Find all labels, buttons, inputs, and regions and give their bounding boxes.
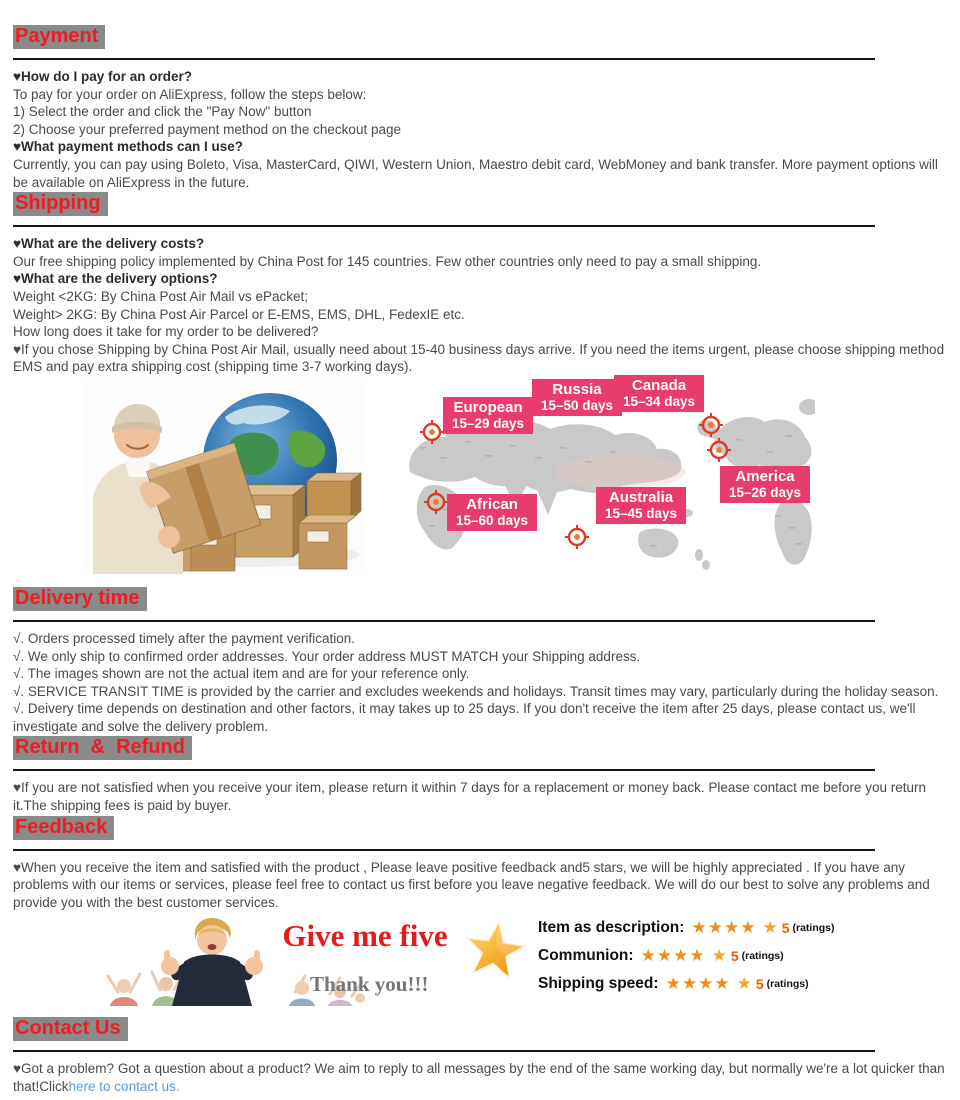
text-line: √. Deivery time depends on destination and other factors, it may takes up to 25 days. If you don't receive the item after 25 days, please contact us, we'll investigate and solve the delivery problem. (13, 701, 916, 734)
region-name: African (466, 495, 518, 513)
region-name: Australia (608, 488, 674, 506)
text-line: Weight> 2KG: By China Post Air Parcel or E-EMS, EMS, DHL, FedexIE etc. (13, 306, 465, 322)
contact-us-link[interactable]: here to contact us. (68, 1079, 180, 1095)
rating-row (538, 973, 834, 994)
map-label-canada (614, 375, 704, 412)
give-me-five-headline: Give me five (282, 918, 448, 954)
contact-body: ♥Got a problem? Got a question about a product? We aim to reply to all messages by the end of the same working day, but normally we're a lot quicker than that!Click (13, 1061, 945, 1095)
payment-text (13, 68, 945, 191)
shipping-text (13, 235, 945, 376)
divider (13, 769, 875, 771)
text-line: Weight <2KG: By China Post Air Mail vs ePacket; (13, 288, 309, 304)
map-label-australia (596, 487, 686, 524)
text-line: ♥What are the delivery costs? (13, 236, 205, 252)
star-icon: ★ (681, 974, 698, 994)
region-name: America (735, 467, 795, 485)
text-line: √. SERVICE TRANSIT TIME is provided by the carrier and excludes weekends and holidays. Transit times may vary, particularly during the holiday season. (13, 683, 939, 699)
star-icon: ★ (656, 946, 673, 966)
map-label-african (447, 494, 537, 531)
text-line: 2) Choose your preferred payment method on the checkout page (13, 121, 401, 137)
rating-label: Communion: (538, 946, 634, 964)
section-return-refund (13, 735, 945, 814)
region-name: European (453, 398, 523, 416)
rating-rows (538, 917, 834, 1001)
divider (13, 58, 875, 60)
star-icon: ★ (736, 974, 752, 994)
star-icon: ★ (762, 918, 778, 938)
section-payment (13, 24, 945, 191)
shipping-title: Shipping (13, 192, 108, 216)
star-icon: ★ (673, 946, 689, 966)
section-delivery-time (13, 586, 945, 736)
star-icon: ★ (689, 946, 705, 966)
section-shipping (13, 191, 945, 576)
text-line: How long does it take for my order to be delivered? (13, 324, 319, 340)
region-days: 15–34 days (623, 393, 696, 409)
rating-suffix: (ratings) (741, 949, 784, 962)
thank-you-text: Thank you!!! (310, 972, 429, 997)
contact-us-title: Contact Us (13, 1017, 128, 1041)
text-line: Our free shipping policy implemented by China Post for 145 countries. Few other countries only need to pay a small shipping. (13, 253, 762, 269)
section-feedback (13, 815, 945, 1010)
star-icon: ★ (698, 974, 714, 994)
contact-text (13, 1060, 945, 1095)
text-line: ♥When you receive the item and satisfied with the product , Please leave positive feedback and5 stars, we will be highly appreciated . If you have any problems with our items or services, please feel free to contact us first before you leave negative feedback. We will do our best to solve any problems and provide you with the best customer services. (13, 859, 930, 910)
region-days: 15–26 days (729, 484, 802, 500)
rating-suffix: (ratings) (792, 921, 835, 934)
star-icon: ★ (711, 946, 727, 966)
star-icon: ★ (640, 946, 656, 966)
text-line: ♥If you are not satisfied when you receive your item, please return it within 7 days for a replacement or money back. Please contact me before you return it.The shipping fees is paid by buyer. (13, 780, 926, 814)
rating-score: 5 (755, 975, 764, 992)
delivery-man-globe-image (85, 377, 365, 574)
region-days: 15–29 days (452, 415, 525, 431)
text-line: √. We only ship to confirmed order addresses. Your order address MUST MATCH your Shipping address. (13, 648, 641, 664)
shipping-media-row (13, 377, 945, 576)
world-map-image (385, 377, 815, 574)
delivery-time-title: Delivery time (13, 587, 147, 611)
divider (13, 849, 875, 851)
rating-score: 5 (781, 919, 790, 936)
delivery-time-text (13, 630, 945, 736)
divider (13, 1050, 875, 1052)
rating-suffix: (ratings) (766, 977, 809, 990)
text-line: √. Orders processed timely after the payment verification. (13, 630, 356, 646)
text-line: √. The images shown are not the actual item and are for your reference only. (13, 666, 470, 682)
give-me-five-image (100, 914, 530, 1006)
feedback-text (13, 859, 945, 912)
payment-title: Payment (13, 25, 105, 49)
map-label-european (443, 397, 533, 434)
region-days: 15–45 days (605, 505, 678, 521)
region-name: Canada (631, 376, 687, 394)
star-icon: ★ (723, 918, 740, 938)
region-name: Russia (552, 380, 602, 398)
text-line: Currently, you can pay using Boleto, Visa, MasterCard, QIWI, Western Union, Maestro debit card, WebMoney and bank transfer. More payment options will be available on AliExpress in the future. (13, 156, 938, 190)
gold-star-icon (462, 916, 528, 982)
divider (13, 225, 875, 227)
feedback-media-row (13, 914, 945, 1009)
text-line: 1) Select the order and click the "Pay Now" button (13, 104, 312, 120)
region-days: 15–50 days (541, 397, 614, 413)
divider (13, 620, 875, 622)
star-icon: ★ (665, 974, 681, 994)
star-icon: ★ (691, 918, 707, 938)
rating-row (538, 917, 834, 938)
section-contact-us (13, 1016, 945, 1095)
map-label-america (720, 466, 810, 503)
region-days: 15–60 days (456, 512, 529, 528)
return-refund-text (13, 779, 945, 814)
rating-row (538, 945, 834, 966)
rating-label: Item as description: (538, 918, 685, 936)
text-line: ♥If you chose Shipping by China Post Air Mail, usually need about 15-40 business days arrive. If you need the items urgent, please choose shipping method EMS and pay extra shipping cost (shipping time 3-7 working days). (13, 341, 945, 375)
map-label-russia (532, 379, 622, 416)
star-icon: ★ (740, 918, 756, 938)
rating-label: Shipping speed: (538, 974, 659, 992)
text-line: To pay for your order on AliExpress, follow the steps below: (13, 86, 367, 102)
feedback-title: Feedback (13, 816, 114, 840)
rating-score: 5 (730, 947, 739, 964)
text-line: ♥How do I pay for an order? (13, 69, 193, 84)
text-line: ♥What payment methods can I use? (13, 139, 244, 155)
text-line: ♥What are the delivery options? (13, 271, 218, 287)
star-icon: ★ (714, 974, 730, 994)
star-icon: ★ (707, 918, 723, 938)
return-refund-title: Return & Refund (13, 736, 192, 760)
